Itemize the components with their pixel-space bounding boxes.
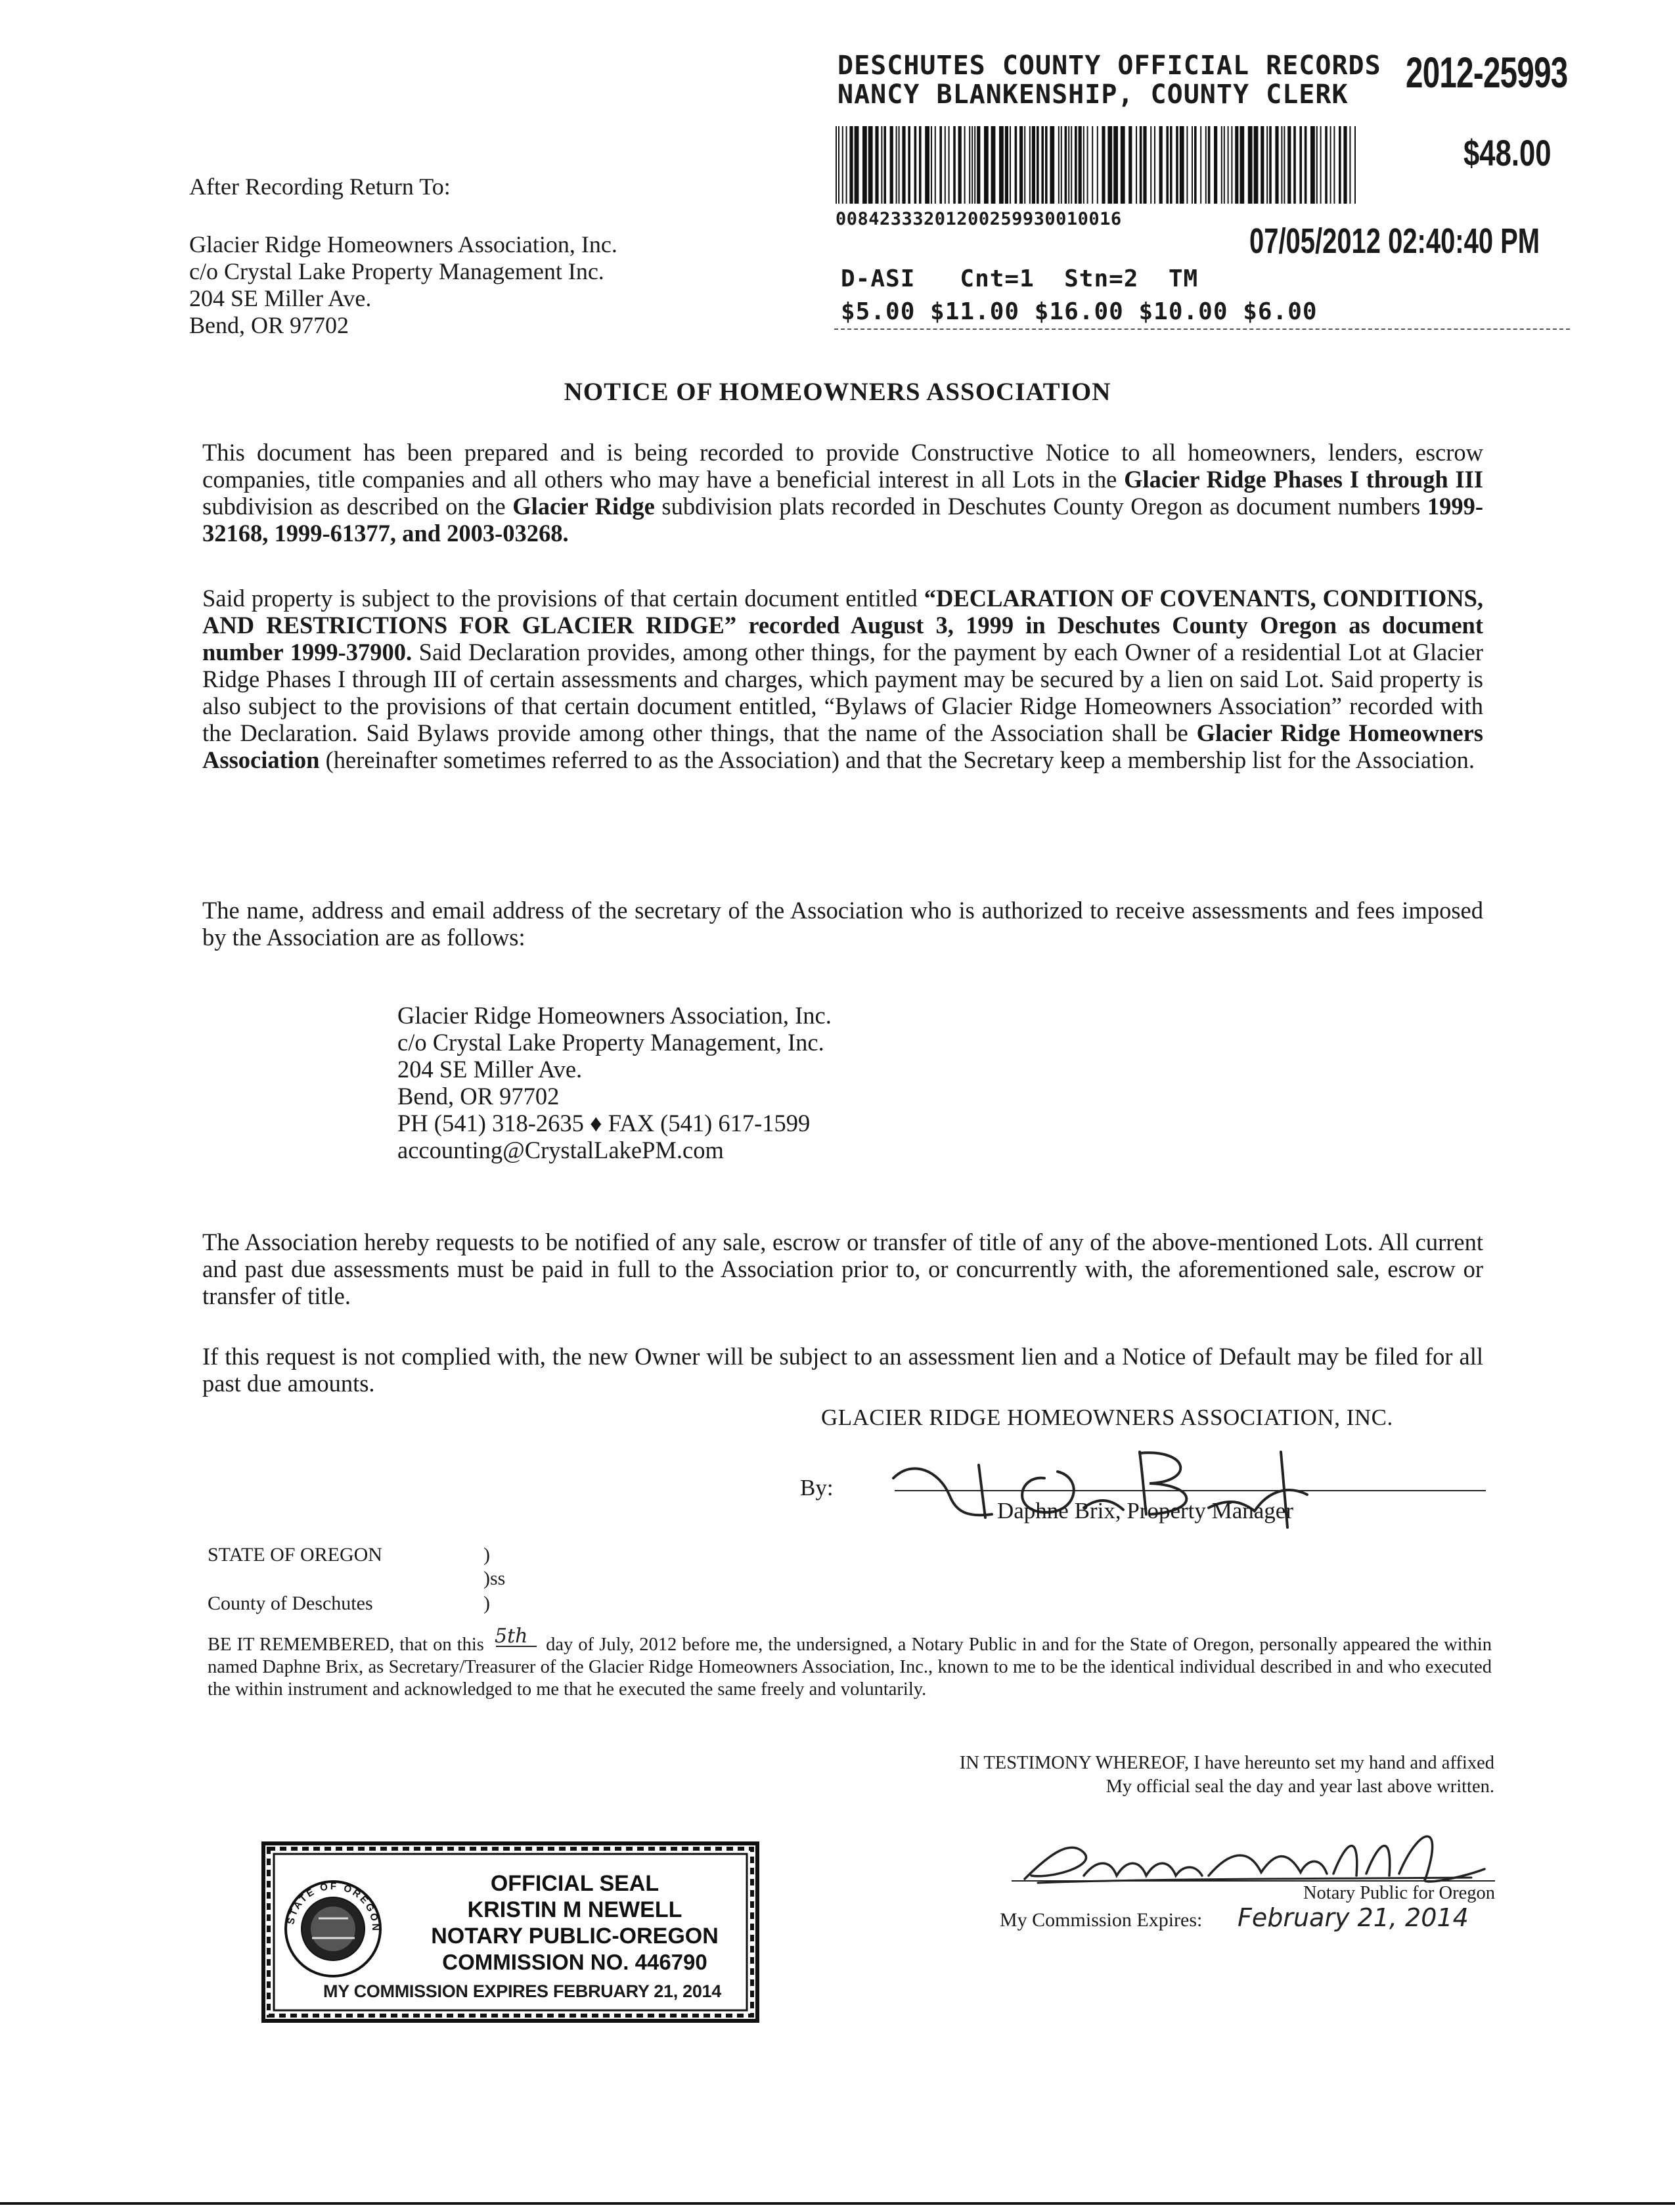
barcode-bar [1010,126,1011,204]
p1-text: subdivision plats recorded in Deschutes County Oregon as document numbers [654,493,1427,520]
recording-codes: D-ASI Cnt=1 Stn=2 TM [841,265,1199,292]
p2-association-name: Glacier Ridge Homeowners Association [202,719,1483,773]
barcode-bar [1248,126,1253,204]
barcode-bar [999,126,1004,204]
barcode-bar [1269,126,1272,204]
barcode-bar [836,126,837,204]
barcode-bar [1113,126,1118,204]
seal-expiration: MY COMMISSION EXPIRES FEBRUARY 21, 2014 [323,1981,721,2001]
barcode-bar [935,126,936,204]
barcode-bar [1287,126,1291,204]
p2-text: Said property is subject to the provisions of that certain document entitled [202,585,924,612]
barcode-bar [1154,126,1155,204]
seal-notary-name: KRISTIN M NEWELL [467,1897,682,1922]
barcode-bar [1143,126,1146,204]
p1-text: This document has been prepared and is being recorded to provide Constructive Notice to all homeowners, lenders, escrow companies, title companies and all others who may have a beneficial interest in all Lots in the [202,439,1483,493]
barcode-bar [964,126,966,204]
p2-declaration-title: “DECLARATION OF COVENANTS, CONDITIONS, AND RESTRICTIONS FOR GLACIER RIDGE” recorded August 3, 1999 in Deschutes County Oregon as document number 1999-37900. [202,585,1483,666]
barcode-bar [1128,126,1132,204]
secretary-address [397,1002,832,1163]
recording-timestamp: 07/05/2012 02:40:40 PM [1249,221,1540,261]
signer-name-title: Daphne Brix, Property Manager [997,1498,1293,1524]
barcode-bar [1299,126,1302,204]
barcode-bar [1005,126,1008,204]
barcode-bar [972,126,973,204]
barcode-bar [883,126,886,204]
barcode-bar [1032,126,1035,204]
barcode-bar [914,126,917,204]
barcode-bar [849,126,853,204]
recording-fee-breakdown: $5.00 $11.00 $16.00 $10.00 $6.00 [841,298,1318,325]
barcode-bar [1092,126,1093,204]
barcode-bar [1075,126,1077,204]
signature-line [895,1490,1486,1491]
barcode-bar [931,126,932,204]
barcode-bar [1061,126,1062,204]
p1-subdivision: Glacier Ridge Phases I through III [1124,466,1483,493]
page-bottom-border [0,2202,1675,2205]
barcode-bar [875,126,878,204]
barcode-bar [846,126,847,204]
barcode-bar [1221,126,1222,204]
barcode-bar [1208,126,1211,204]
barcode-bar [1107,126,1112,204]
barcode-bar [1058,126,1060,204]
seal-commission-number: COMMISSION NO. 446790 [442,1950,707,1974]
barcode-bar [974,126,975,204]
secretary-line: Glacier Ridge Homeowners Association, Inc. [397,1002,832,1029]
secretary-phone-fax: PH (541) 318-2635 ♦ FAX (541) 617-1599 [397,1110,811,1137]
secretary-line: Bend, OR 97702 [397,1083,560,1110]
secretary-line: 204 SE Miller Ave. [397,1056,583,1083]
barcode-bar [881,126,882,204]
barcode-bar [1305,126,1307,204]
barcode-bar [1231,126,1232,204]
barcode-bar [1041,126,1044,204]
barcode-bar [1194,126,1197,204]
barcode-bar [1068,126,1069,204]
barcode-bar [919,126,922,204]
commission-date-text: February 21, 2014 [1238,1903,1469,1932]
barcode-bar [1071,126,1072,204]
recording-document-number: 2012-25993 [1406,48,1568,97]
venue-state: STATE OF OREGON [208,1544,382,1566]
barcode-bar [1083,126,1084,204]
barcode-bar [1224,126,1225,204]
barcode-bar [1281,126,1282,204]
barcode-bar [1024,126,1025,204]
county-clerk: NANCY BLANKENSHIP, COUNTY CLERK [838,79,1349,110]
barcode-bar [890,126,893,204]
handwritten-day-text: 5th [495,1625,528,1648]
barcode-bar [1019,126,1023,204]
barcode-bar [1349,126,1351,204]
handwritten-day [493,1617,539,1650]
barcode-bar [1333,126,1335,204]
barcode-bar [1102,126,1105,204]
venue-county: County of Deschutes [208,1592,373,1614]
barcode-bar [1293,126,1296,204]
notary-title: Notary Public for Oregon [1303,1883,1495,1903]
return-address-line: c/o Crystal Lake Property Management Inc. [189,258,604,284]
secretary-email: accounting@CrystalLakePM.com [397,1137,724,1163]
barcode-bar [1121,126,1125,204]
barcode-bar [1050,126,1054,204]
ack-day-handwritten [489,1625,541,1650]
barcode-bar [1261,126,1264,204]
barcode-bar [1166,126,1169,204]
return-address-line: Bend, OR 97702 [189,312,349,338]
ack-text: BE IT REMEMBERED, that on this [208,1635,490,1655]
barcode-number: 00842333201200259930010016 [836,209,1122,229]
testimony-line: My official seal the day and year last above written. [1106,1776,1494,1797]
barcode-bar [953,126,956,204]
ack-text: day of July, 2012 before me, the undersigned, a Notary Public in and for the State of Oregon, personally appeared the within named Daphne Brix, as Secretary/Treasurer of the Glacier Ridge Homeowners Association, Inc., known to me to be the identical individual described in and who executed the within instrument and acknowledged to me that he executed the same freely and voluntarily. [208,1635,1492,1700]
barcode-bar [1192,126,1193,204]
signature-organization: GLACIER RIDGE HOMEOWNERS ASSOCIATION, INC. [821,1405,1393,1430]
testimony-clause [847,1751,1494,1799]
barcode-bar [1275,126,1278,204]
seal-line: OFFICIAL SEAL [490,1871,659,1896]
seal-line: NOTARY PUBLIC-OREGON [431,1924,719,1949]
barcode-bar [1316,126,1318,204]
barcode-bar [838,126,839,204]
paragraph-secretary-intro: The name, address and email address of the secretary of the Association who is authorized to receive assessments and fees imposed by the Association are as follows: [202,897,1483,951]
barcode-bar [1097,126,1098,204]
barcode-bar [1205,126,1207,204]
recording-office: DESCHUTES COUNTY OFFICIAL RECORDS [838,51,1381,81]
barcode-bar [1150,126,1151,204]
barcode-bar [1079,126,1082,204]
barcode-bar [945,126,946,204]
document-title: NOTICE OF HOMEOWNERS ASSOCIATION [564,378,1111,406]
barcode-bar [862,126,867,204]
testimony-line: IN TESTIMONY WHEREOF, I have hereunto set my hand and affixed [959,1753,1494,1773]
barcode-bar [1087,126,1088,204]
barcode-bar [1159,126,1163,204]
barcode-bar [842,126,843,204]
notary-acknowledgment [208,1625,1492,1701]
barcode-bar [1240,126,1244,204]
barcode-bar [855,126,859,204]
barcode-bar [868,126,873,204]
barcode-bar [1029,126,1031,204]
barcode-bar [1136,126,1137,204]
barcode-bar [899,126,900,204]
p1-plat-name: Glacier Ridge [512,493,655,520]
barcode-bar [1320,126,1322,204]
barcode-bar [958,126,962,204]
barcode-bar [1186,126,1188,204]
p2-text: (hereinafter sometimes referred to as the Association) and that the Secretary keep a membership list for the Association. [319,746,1475,773]
p1-text: subdivision as described on the [202,493,513,520]
barcode-bar [1310,126,1315,204]
barcode-bar [1284,126,1285,204]
paragraph-transfer-request: The Association hereby requests to be notified of any sale, escrow or transfer of title of any of the above-mentioned Lots. All current and past due assessments must be paid in full to the Association prior to, or concurrently with, the aforementioned sale, escrow or transfer of title. [202,1229,1483,1309]
paragraph-constructive-notice [202,439,1483,547]
barcode-bar [1339,126,1341,204]
barcode-bar [1266,126,1268,204]
barcode-bar [1176,126,1178,204]
barcode-bar [902,126,905,204]
barcode-bar [1015,126,1017,204]
p1-document-numbers: 1999-32168, 1999-61377, and 2003-03268. [202,493,1483,547]
barcode-bar [1180,126,1184,204]
barcode-bar [949,126,950,204]
secretary-line: c/o Crystal Lake Property Management, Inc. [397,1029,824,1056]
recording-fee-total: $48.00 [1463,132,1552,173]
barcode-bar [1330,126,1331,204]
barcode-bar [908,126,910,204]
barcode-bar [1200,126,1201,204]
notary-signature-line [1012,1880,1495,1882]
signature-by-label: By: [800,1475,834,1501]
barcode-bar [1140,126,1142,204]
barcode-bar [1343,126,1347,204]
return-address-line: 204 SE Miller Ave. [189,285,372,311]
venue-paren: ) [483,1544,490,1566]
barcode-bar [1235,126,1238,204]
seal-emblem-text: STATE OF OREGON [285,1880,382,1933]
barcode-bar [984,126,989,204]
barcode-bar [1228,126,1229,204]
barcode-bar [1214,126,1217,204]
p2-text: Said Declaration provides, among other things, for the payment by each Owner of a residential Lot at Glacier Ridge Phases I through III of certain assessments and charges, which payment may be secured by a lien on said Lot. Said property is also subject to the provisions of that certain document entitled, “Bylaws of Glacier Ridge Homeowners Association” recorded with the Declaration. Said Bylaws provide among other things, that the name of the Association shall be [202,639,1484,746]
venue-paren: ) [483,1592,490,1614]
barcode-bar [939,126,942,204]
return-to-label: After Recording Return To: [189,173,451,200]
barcode-bar [1170,126,1172,204]
barcode-bar [1037,126,1039,204]
notary-official-seal [259,1840,761,2025]
recording-barcode [834,126,1360,204]
barcode-bar [1325,126,1328,204]
return-address [189,231,617,339]
barcode-bar [1354,126,1356,204]
commission-date-handwritten [1235,1897,1511,1937]
barcode-bar [896,126,897,204]
barcode-bar [1254,126,1259,204]
recording-office-header [838,51,1381,109]
barcode-bar [925,126,929,204]
commission-expires-label: My Commission Expires: [1000,1909,1203,1931]
paragraph-declaration [202,585,1483,773]
recording-divider [834,328,1570,330]
paragraph-noncompliance: If this request is not complied with, the new Owner will be subject to an assessment lien and a Notice of Default may be filed for all past due amounts. [202,1343,1483,1397]
return-address-line: Glacier Ridge Homeowners Association, Inc. [189,231,617,258]
barcode-bar [977,126,980,204]
barcode-bar [969,126,970,204]
venue-ss: )ss [483,1568,506,1589]
barcode-bar [1065,126,1067,204]
barcode-bar [991,126,996,204]
barcode-bar [1045,126,1048,204]
